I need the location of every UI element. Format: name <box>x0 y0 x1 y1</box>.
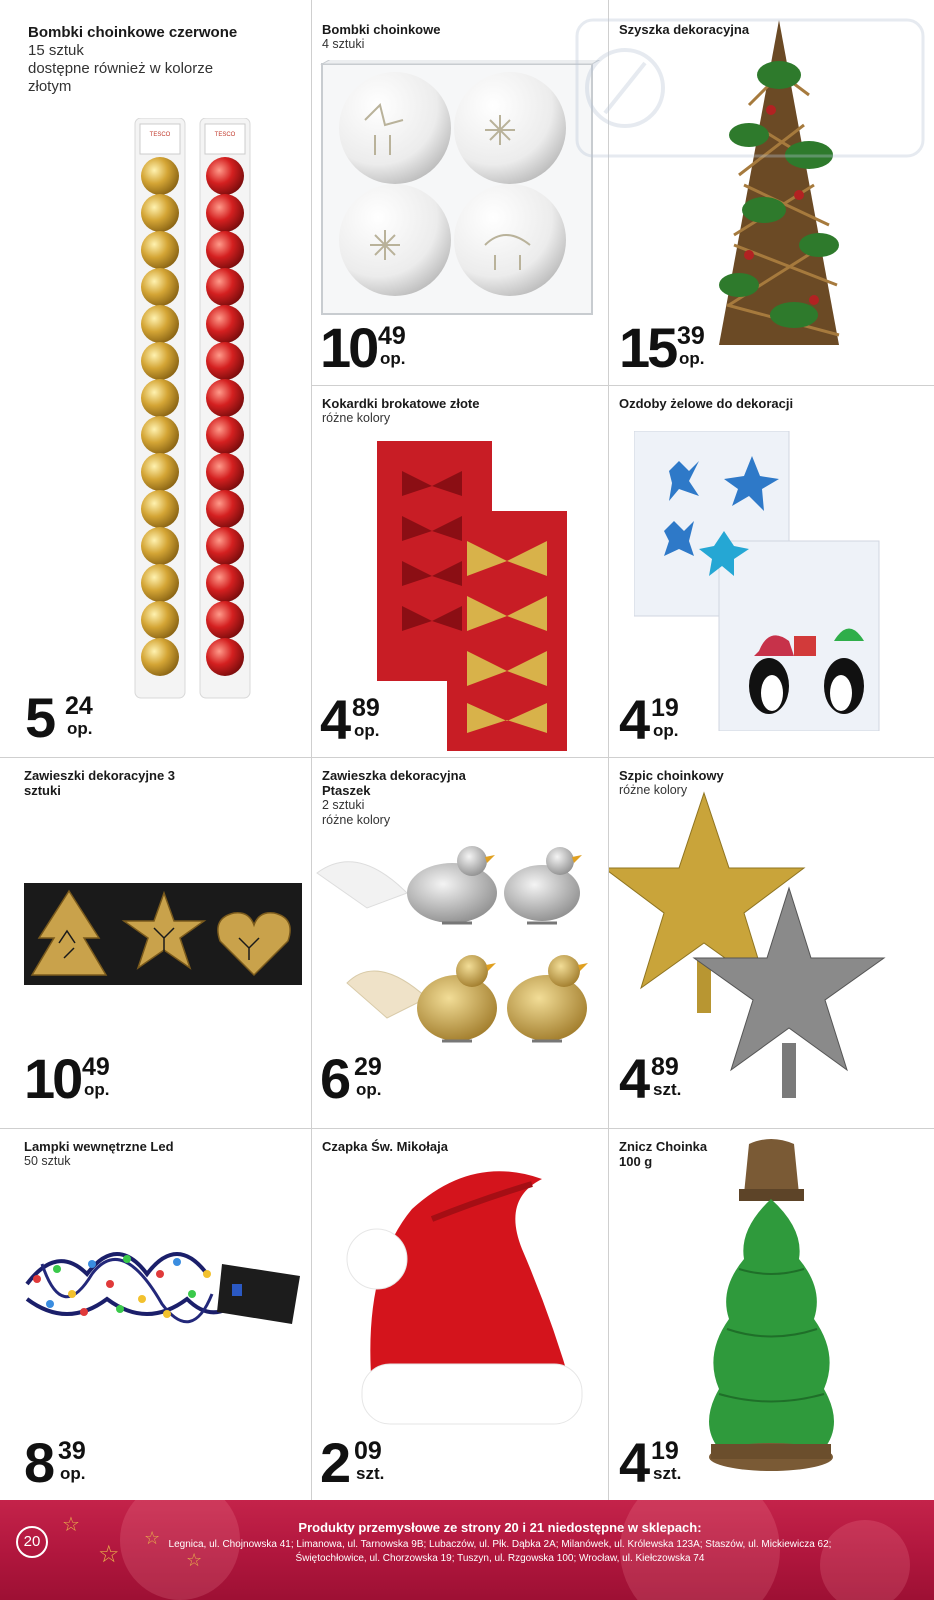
price-main: 10 <box>24 1047 81 1110</box>
price-main: 15 <box>619 316 676 379</box>
product-title: Szpic choinkowy <box>619 768 724 783</box>
price-unit: op. <box>653 721 679 740</box>
footer-title: Produkty przemysłowe ze strony 20 i 21 niedostępne w sklepach: <box>298 1520 702 1535</box>
price-unit: szt. <box>653 1080 682 1099</box>
star-icon: ☆ <box>98 1541 120 1568</box>
watermark-logo <box>575 18 925 158</box>
price-cents: 49 <box>82 1053 110 1081</box>
svg-text:TESCO: TESCO <box>214 132 236 138</box>
price-cents: 89 <box>352 694 380 722</box>
glitter-bows-image <box>372 441 572 751</box>
price-cents: 19 <box>651 1437 679 1465</box>
product-detail: 15 sztuk <box>28 42 84 59</box>
price-main: 4 <box>320 688 349 751</box>
price-unit: op. <box>60 1464 86 1483</box>
star-icon: ☆ <box>144 1528 161 1548</box>
glitter-birds-image <box>312 833 608 1073</box>
price-main: 4 <box>619 688 648 751</box>
product-title-line2: 100 g <box>619 1154 653 1169</box>
product-card-bombki-czerwone[interactable] <box>0 0 311 757</box>
gel-stickers-image <box>634 431 884 731</box>
grave-candle-image <box>699 1139 844 1479</box>
star-icon: ☆ <box>62 1514 80 1536</box>
santa-hat-image <box>342 1159 592 1439</box>
price-unit: op. <box>356 1080 382 1099</box>
price-cents: 89 <box>651 1053 679 1081</box>
product-title: Czapka Św. Mikołaja <box>322 1139 448 1154</box>
price-main: 5 <box>25 686 54 749</box>
price-main: 10 <box>320 316 377 379</box>
product-title-line2: sztuki <box>24 783 61 798</box>
led-lights-image <box>22 1224 307 1344</box>
product-detail: złotym <box>28 78 72 95</box>
star-icon: ☆ <box>186 1550 203 1570</box>
price-cents: 39 <box>58 1437 86 1465</box>
price-unit: szt. <box>356 1464 385 1483</box>
product-card-ozdoby-zelowe[interactable] <box>609 386 934 757</box>
svg-text:TESCO: TESCO <box>149 132 171 138</box>
price-cents: 09 <box>354 1437 382 1465</box>
price-cents: 49 <box>378 322 406 350</box>
price-cents: 39 <box>677 322 705 350</box>
price-cents: 19 <box>651 694 679 722</box>
price-unit: op. <box>354 721 380 740</box>
price-unit: szt. <box>653 1464 682 1483</box>
product-card-bombki-choinkowe[interactable] <box>312 0 608 385</box>
product-title: Znicz Choinka <box>619 1139 708 1154</box>
product-card-zawieszki[interactable] <box>0 758 311 1128</box>
product-title: Zawieszka dekoracyjna <box>322 768 466 783</box>
tree-topper-stars-image <box>609 788 909 1098</box>
product-card-kokardki[interactable] <box>312 386 608 757</box>
price-unit: op. <box>84 1080 110 1099</box>
product-card-lampki[interactable] <box>0 1129 311 1500</box>
product-title: Kokardki brokatowe złote <box>322 396 480 411</box>
product-detail: 50 sztuk <box>24 1154 71 1168</box>
product-detail: 2 sztuki <box>322 798 365 812</box>
metal-ornaments-image <box>24 883 304 993</box>
product-title: Bombki choinkowe czerwone <box>28 24 238 41</box>
product-title: Lampki wewnętrzne Led <box>24 1139 174 1154</box>
product-detail: różne kolory <box>322 813 391 827</box>
price-unit: op. <box>679 349 705 368</box>
price-cents: 29 <box>354 1053 382 1081</box>
price-main: 8 <box>24 1431 53 1494</box>
product-card-znicz[interactable] <box>609 1129 934 1500</box>
product-title: Ozdoby żelowe do dekoracji <box>619 396 794 411</box>
product-title-line2: Ptaszek <box>322 783 371 798</box>
product-title: Bombki choinkowe <box>322 22 441 37</box>
white-baubles-image <box>320 60 600 320</box>
product-card-czapka[interactable] <box>312 1129 608 1500</box>
footer-address-line: Świętochłowice, ul. Chorzowska 19; Tuszyn, ul. Rzgowska 100; Wrocław, ul. Kiełczowska 74 <box>295 1553 705 1564</box>
price-main: 6 <box>320 1047 349 1110</box>
product-detail: 4 sztuki <box>322 37 365 51</box>
price-main: 2 <box>320 1431 349 1494</box>
product-title: Szyszka dekoracyjna <box>619 22 750 37</box>
ornament-tubes-image <box>130 118 260 708</box>
price-main: 4 <box>619 1047 648 1110</box>
price-main: 4 <box>619 1431 648 1494</box>
price-unit: op. <box>67 719 93 738</box>
product-title: Zawieszki dekoracyjne 3 <box>24 768 176 783</box>
footer-banner <box>0 1500 934 1600</box>
price-unit: op. <box>380 349 406 368</box>
product-card-ptaszek[interactable] <box>312 758 608 1128</box>
page-number: 20 <box>16 1526 48 1558</box>
product-card-szpic[interactable] <box>609 758 934 1128</box>
price-cents: 24 <box>65 692 93 720</box>
product-detail: dostępne również w kolorze <box>28 60 214 77</box>
product-detail: różne kolory <box>619 783 688 797</box>
footer-address-line: Legnica, ul. Chojnowska 41; Limanowa, ul. Tarnowska 9B; Lubaczów, ul. Płk. Dąbka 2A; Milanówek, ul. Królewska 123A; Staszów, ul. Mickiewicza 62; <box>168 1539 832 1550</box>
product-detail: różne kolory <box>322 411 391 425</box>
